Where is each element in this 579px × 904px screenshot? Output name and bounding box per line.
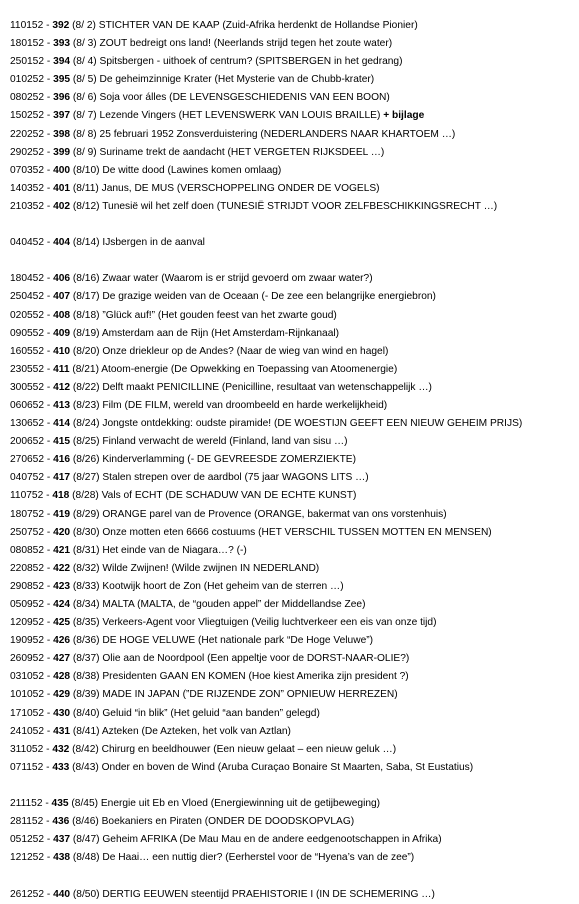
issue-date: 211152 <box>10 798 43 810</box>
issue-date: 040752 <box>10 472 44 484</box>
issue-date: 180452 <box>10 273 44 285</box>
issue-number: 400 <box>53 164 71 176</box>
issue-number: 415 <box>53 436 71 448</box>
issue-sequence: (8/21) <box>72 363 99 375</box>
issue-title: Jongste ontdekking: oudste piramide! (DE WOESTIJN GEEFT EEN NIEUW GEHEIM PRIJS) <box>102 418 523 430</box>
issue-number: 410 <box>53 345 71 357</box>
issue-title: Vals of ECHT (DE SCHADUW VAN DE ECHTE KUNST) <box>101 490 357 502</box>
issue-title: Boekaniers en Piraten (ONDER DE DOODSKOPVLAG) <box>101 816 355 828</box>
issue-title: ORANGE parel van de Provence (ORANGE, bakermat van ons vorstenhuis) <box>102 508 447 520</box>
list-item: 250452 - 407 (8/17) De grazige weiden van de Oceaan (- De zee een belangrijke energiebron) <box>10 291 436 303</box>
issue-date: 051252 <box>10 834 44 846</box>
issue-number: 398 <box>53 128 71 140</box>
list-item: 110752 - 418 (8/28) Vals of ECHT (DE SCHADUW VAN DE ECHTE KUNST) <box>10 490 357 502</box>
block-separator <box>10 777 575 795</box>
issue-sequence: (8/14) <box>72 237 100 249</box>
issue-number: 418 <box>52 490 70 502</box>
issue-sequence: (8/26) <box>72 454 100 466</box>
issue-title: Stalen strepen over de aardbol (75 jaar WAGONS LITS …) <box>102 472 369 484</box>
list-item: 040752 - 417 (8/27) Stalen strepen over de aardbol (75 jaar WAGONS LITS …) <box>10 472 369 484</box>
issue-title: ZOUT bedreigt ons land! (Neerlands strijd tegen het zoute water) <box>99 38 393 50</box>
issue-number: 417 <box>53 472 71 484</box>
issue-date: 281152 <box>10 816 44 828</box>
issue-sequence: (8/45) <box>71 798 99 810</box>
issue-number: 421 <box>53 544 71 556</box>
issue-title: Zwaar water (Waarom is er strijd gevoerd om zwaar water?) <box>102 273 373 285</box>
issue-title: De grazige weiden van de Oceaan (- De zee een belangrijke energiebron) <box>102 291 436 303</box>
list-item: 270652 - 416 (8/26) Kinderverlamming (- DE GEVREESDE ZOMERZIEKTE) <box>10 454 356 466</box>
issue-date: 250152 <box>10 56 44 68</box>
issue-sequence: (8/32) <box>72 562 100 574</box>
issue-title: Spitsbergen - uithoek of centrum? (SPITSBERGEN in het gedrang) <box>99 56 403 68</box>
issue-title: Atoom-energie (De Opwekking en Toepassing van Atoomenergie) <box>101 363 398 375</box>
issue-title: Verkeers-Agent voor Vliegtuigen (Veilig luchtverkeer een eis van onze tijd) <box>102 617 437 629</box>
issue-date: 200652 <box>10 436 44 448</box>
issue-date: 020552 <box>10 309 44 321</box>
issue-sequence: (8/31) <box>72 544 100 556</box>
issue-title: Wilde Zwijnen! (Wilde zwijnen IN NEDERLAND) <box>102 562 320 574</box>
issue-title: MALTA (MALTA, de “gouden appel” der Middellandse Zee) <box>102 599 366 610</box>
issue-title: Kinderverlamming (- DE GEVREESDE ZOMERZIEKTE) <box>102 454 356 466</box>
issue-date: 150252 <box>10 110 44 122</box>
issue-sequence: (8/38) <box>72 671 100 683</box>
issue-sequence: (8/11) <box>72 182 99 194</box>
issue-sequence: (8/29) <box>72 508 100 520</box>
issue-date: 050952 <box>10 599 44 610</box>
issue-number: 431 <box>53 725 71 737</box>
issue-sequence: (8/ 4) <box>72 56 97 68</box>
issue-number: 427 <box>53 653 71 665</box>
issue-title: IJsbergen in de aanval <box>102 237 205 249</box>
issue-sequence: (8/ 8) <box>72 128 97 140</box>
issue-date: 210352 <box>10 200 44 212</box>
list-item: 160552 - 410 (8/20) Onze driekleur op de Andes? (Naar de wieg van wind en hagel) <box>10 345 389 357</box>
issue-number: 413 <box>53 399 71 411</box>
issue-sequence: (8/39) <box>72 689 100 701</box>
list-item: 090552 - 409 (8/19) Amsterdam aan de Rijn (Het Amsterdam-Rijnkanaal) <box>10 327 340 339</box>
block-separator <box>10 216 575 234</box>
issue-title: Tunesië wil het zelf doen (TUNESIË STRIJDT VOOR ZELFBESCHIKKINGSRECHT …) <box>102 200 498 212</box>
issue-title: Kootwijk hoort de Zon (Het geheim van de sterren …) <box>102 580 344 592</box>
list-item: 180752 - 419 (8/29) ORANGE parel van de Provence (ORANGE, bakermat van ons vorstenhuis) <box>10 508 447 520</box>
list-item: 120952 - 425 (8/35) Verkeers-Agent voor Vliegtuigen (Veilig luchtverkeer een eis van onze tijd) <box>10 617 437 629</box>
issue-number: 432 <box>52 743 70 755</box>
issue-date: 110752 <box>10 490 44 502</box>
issue-number: 426 <box>53 635 71 647</box>
list-item: 180452 - 406 (8/16) Zwaar water (Waarom is er strijd gevoerd om zwaar water?) <box>10 273 373 285</box>
issue-sequence: (8/37) <box>72 653 100 665</box>
issue-title: MADE IN JAPAN (”DE RIJZENDE ZON” OPNIEUW HERREZEN) <box>102 689 398 701</box>
issue-title: Janus, DE MUS (VERSCHOPPELING ONDER DE VOGELS) <box>101 182 380 194</box>
issue-title: De witte dood (Lawines komen omlaag) <box>102 164 282 176</box>
issue-sequence: (8/43) <box>72 761 99 773</box>
issue-date: 290252 <box>10 146 44 158</box>
issue-title: Lezende Vingers (HET LEVENSWERK VAN LOUIS BRAILLE) <box>99 110 381 122</box>
issue-sequence: (8/42) <box>72 743 99 755</box>
issue-sequence: (8/10) <box>72 164 100 176</box>
list-item: 080852 - 421 (8/31) Het einde van de Niagara…? (-) <box>10 544 247 556</box>
issue-title: De Haai… een nuttig dier? (Eerherstel voor de “Hyena’s van de zee”) <box>102 852 415 864</box>
list-item: 210352 - 402 (8/12) Tunesië wil het zelf doen (TUNESIË STRIJDT VOOR ZELFBESCHIKKINGSRECHT …) <box>10 200 498 212</box>
issue-number: 430 <box>53 707 71 719</box>
issue-date: 121252 <box>10 852 44 864</box>
issue-date: 140352 <box>10 182 44 194</box>
issue-sequence: (8/20) <box>72 345 100 357</box>
issue-date: 241052 <box>10 725 44 737</box>
block-separator <box>10 867 575 885</box>
issue-number: 437 <box>53 834 71 846</box>
issue-number: 440 <box>53 888 71 900</box>
issue-number: 423 <box>53 580 71 592</box>
issue-sequence: (8/12) <box>72 200 100 212</box>
issue-date: 031052 <box>10 671 44 683</box>
issue-extra: + bijlage <box>383 110 425 122</box>
issue-number: 420 <box>53 526 71 538</box>
issue-title: Geheim AFRIKA (De Mau Mau en de andere eedgenootschappen in Afrika) <box>102 834 442 846</box>
issue-sequence: (8/17) <box>72 291 100 303</box>
issue-date: 230552 <box>10 363 44 375</box>
issue-date: 160552 <box>10 345 44 357</box>
list-item: 281152 - 436 (8/46) Boekaniers en Piraten (ONDER DE DOODSKOPVLAG) <box>10 816 355 828</box>
list-item: 121252 - 438 (8/48) De Haai… een nuttig dier? (Eerherstel voor de “Hyena’s van de zee”) <box>10 852 415 864</box>
issue-date: 130652 <box>10 418 44 430</box>
issue-sequence: (8/18) <box>72 309 100 321</box>
list-item: 050952 - 424 (8/34) MALTA (MALTA, de “gouden appel” der Middellandse Zee) <box>10 599 366 610</box>
list-item: 060652 - 413 (8/23) Film (DE FILM, wereld van droombeeld en harde werkelijkheid) <box>10 399 388 411</box>
issue-sequence: (8/22) <box>72 381 100 393</box>
issue-sequence: (8/46) <box>72 816 99 828</box>
issue-sequence: (8/ 7) <box>72 110 97 122</box>
issue-date: 080852 <box>10 544 44 556</box>
list-item: 300552 - 412 (8/22) Delft maakt PENICILLINE (Penicilline, resultaat van wetenschappelijk …) <box>10 381 432 393</box>
issue-date: 040452 <box>10 237 44 249</box>
issue-number: 412 <box>53 381 71 393</box>
issue-date: 290852 <box>10 580 44 592</box>
issue-number: 436 <box>52 816 70 828</box>
issue-number: 433 <box>52 761 70 773</box>
list-item: 211152 - 435 (8/45) Energie uit Eb en Vloed (Energiewinning uit de getijbeweging) <box>10 798 381 810</box>
issue-number: 416 <box>53 454 71 466</box>
issue-number: 407 <box>53 291 71 303</box>
issue-number: 414 <box>53 418 71 430</box>
list-item: 200652 - 415 (8/25) Finland verwacht de wereld (Finland, land van sisu …) <box>10 436 348 448</box>
issue-sequence: (8/24) <box>72 418 100 430</box>
issue-sequence: (8/25) <box>72 436 100 448</box>
list-item: 171052 - 430 (8/40) Geluid “in blik” (Het geluid “aan banden” gelegd) <box>10 707 320 719</box>
list-item: 180152 - 393 (8/ 3) ZOUT bedreigt ons land! (Neerlands strijd tegen het zoute water) <box>10 38 393 50</box>
list-item: 150252 - 397 (8/ 7) Lezende Vingers (HET LEVENSWERK VAN LOUIS BRAILLE) + bijlage <box>10 110 425 122</box>
issue-number: 411 <box>53 363 70 375</box>
issue-title: Chirurg en beeldhouwer (Een nieuw gelaat – een nieuw geluk …) <box>101 743 397 755</box>
issue-date: 101052 <box>10 689 44 701</box>
issue-date: 180752 <box>10 508 44 520</box>
issue-list <box>10 17 575 904</box>
list-item: 070352 - 400 (8/10) De witte dood (Lawines komen omlaag) <box>10 164 282 176</box>
issue-date: 250752 <box>10 526 44 538</box>
issue-sequence: (8/41) <box>72 725 100 737</box>
issue-sequence: (8/35) <box>72 617 100 629</box>
issue-date: 070352 <box>10 164 44 176</box>
issue-number: 409 <box>53 327 71 339</box>
list-item: 051252 - 437 (8/47) Geheim AFRIKA (De Mau Mau en de andere eedgenootschappen in Afrika) <box>10 834 442 846</box>
issue-title: Suriname trekt de aandacht (HET VERGETEN RIJKSDEEL …) <box>99 146 385 158</box>
issue-number: 438 <box>53 852 71 864</box>
issue-sequence: (8/50) <box>72 888 100 900</box>
issue-sequence: (8/47) <box>72 834 100 846</box>
issue-date: 220852 <box>10 562 44 574</box>
list-item: 241052 - 431 (8/41) Azteken (De Azteken, het volk van Aztlan) <box>10 725 291 737</box>
issue-number: 397 <box>53 110 71 122</box>
issue-sequence: (8/34) <box>72 599 100 610</box>
issue-date: 080252 <box>10 92 44 104</box>
issue-title: Onze driekleur op de Andes? (Naar de wieg van wind en hagel) <box>102 345 389 357</box>
issue-date: 090552 <box>10 327 44 339</box>
issue-title: DE HOGE VELUWE (Het nationale park “De Hoge Veluwe”) <box>102 635 374 647</box>
list-item: 260952 - 427 (8/37) Olie aan de Noordpool (Een appeltje voor de DORST-NAAR-OLIE?) <box>10 653 410 665</box>
issue-title: Onder en boven de Wind (Aruba Curaçao Bonaire St Maarten, Saba, St Eustatius) <box>101 761 474 773</box>
list-item: 020552 - 408 (8/18) ”Glück auf!” (Het gouden feest van het zwarte goud) <box>10 309 337 321</box>
list-item: 110152 - 392 (8/ 2) STICHTER VAN DE KAAP (Zuid-Afrika herdenkt de Hollandse Pionier) <box>10 20 418 31</box>
issue-title: Delft maakt PENICILLINE (Penicilline, resultaat van wetenschappelijk …) <box>102 381 432 393</box>
issue-number: 406 <box>53 273 71 285</box>
issue-sequence: (8/40) <box>72 707 100 719</box>
issue-number: 401 <box>53 182 71 194</box>
list-item: 190952 - 426 (8/36) DE HOGE VELUWE (Het nationale park “De Hoge Veluwe”) <box>10 635 374 647</box>
list-item: 101052 - 429 (8/39) MADE IN JAPAN (”DE RIJZENDE ZON” OPNIEUW HERREZEN) <box>10 689 398 701</box>
issue-sequence: (8/16) <box>72 273 100 285</box>
issue-title: Onze motten eten 6666 costuums (HET VERSCHIL TUSSEN MOTTEN EN MENSEN) <box>102 526 492 538</box>
issue-sequence: (8/33) <box>72 580 100 592</box>
issue-title: Olie aan de Noordpool (Een appeltje voor de DORST-NAAR-OLIE?) <box>102 653 410 665</box>
issue-title: De geheimzinnige Krater (Het Mysterie van de Chubb-krater) <box>99 74 375 86</box>
block-separator <box>10 252 575 270</box>
issue-title: ”Glück auf!” (Het gouden feest van het zwarte goud) <box>102 309 337 321</box>
issue-number: 402 <box>53 200 71 212</box>
issue-number: 419 <box>53 508 71 520</box>
issue-date: 171052 <box>10 707 44 719</box>
issue-title: STICHTER VAN DE KAAP (Zuid-Afrika herdenkt de Hollandse Pionier) <box>98 20 418 31</box>
list-item: 250152 - 394 (8/ 4) Spitsbergen - uithoek of centrum? (SPITSBERGEN in het gedrang) <box>10 56 403 68</box>
issue-date: 270652 <box>10 454 44 466</box>
list-item: 290252 - 399 (8/ 9) Suriname trekt de aandacht (HET VERGETEN RIJKSDEEL …) <box>10 146 385 158</box>
issue-number: 392 <box>52 20 70 31</box>
issue-number: 424 <box>53 599 71 610</box>
issue-title: 25 februari 1952 Zonsverduistering (NEDERLANDERS NAAR KHARTOEM …) <box>99 128 456 140</box>
list-item: 250752 - 420 (8/30) Onze motten eten 6666 costuums (HET VERSCHIL TUSSEN MOTTEN EN MENSEN) <box>10 526 492 538</box>
issue-date: 250452 <box>10 291 44 303</box>
issue-date: 261252 <box>10 888 44 900</box>
issue-title: Geluid “in blik” (Het geluid “aan banden” gelegd) <box>102 707 320 719</box>
list-item: 230552 - 411 (8/21) Atoom-energie (De Opwekking en Toepassing van Atoomenergie) <box>10 363 398 375</box>
issue-date: 071152 <box>10 761 44 773</box>
list-item: 040452 - 404 (8/14) IJsbergen in de aanval <box>10 237 205 249</box>
list-item: 311052 - 432 (8/42) Chirurg en beeldhouwer (Een nieuw gelaat – een nieuw geluk …) <box>10 743 397 755</box>
issue-number: 394 <box>53 56 71 68</box>
issue-date: 180152 <box>10 38 44 50</box>
issue-date: 120952 <box>10 617 44 629</box>
list-item: 010252 - 395 (8/ 5) De geheimzinnige Krater (Het Mysterie van de Chubb-krater) <box>10 74 375 86</box>
issue-title: Presidenten GAAN EN KOMEN (Hoe kiest Amerika zijn president ?) <box>102 671 409 683</box>
list-item: 290852 - 423 (8/33) Kootwijk hoort de Zon (Het geheim van de sterren …) <box>10 580 344 592</box>
issue-number: 425 <box>53 617 71 629</box>
issue-date: 060652 <box>10 399 44 411</box>
issue-sequence: (8/30) <box>72 526 100 538</box>
issue-number: 429 <box>53 689 71 701</box>
issue-sequence: (8/ 9) <box>72 146 97 158</box>
issue-number: 393 <box>53 38 71 50</box>
issue-sequence: (8/28) <box>72 490 99 502</box>
issue-title: Soja voor álles (DE LEVENSGESCHIEDENIS VAN EEN BOON) <box>99 92 390 104</box>
issue-title: DERTIG EEUWEN steentijd PRAEHISTORIE I (IN DE SCHEMERING …) <box>102 888 435 900</box>
list-item: 261252 - 440 (8/50) DERTIG EEUWEN steentijd PRAEHISTORIE I (IN DE SCHEMERING …) <box>10 888 435 900</box>
list-item: 130652 - 414 (8/24) Jongste ontdekking: oudste piramide! (DE WOESTIJN GEEFT EEN NIEUW GEHEIM PRIJS) <box>10 418 523 430</box>
issue-date: 010252 <box>10 74 44 86</box>
issue-date: 190952 <box>10 635 44 647</box>
issue-title: Het einde van de Niagara…? (-) <box>102 544 247 556</box>
issue-date: 220252 <box>10 128 44 140</box>
issue-sequence: (8/27) <box>72 472 100 484</box>
issue-title: Film (DE FILM, wereld van droombeeld en harde werkelijkheid) <box>102 399 388 411</box>
list-item: 031052 - 428 (8/38) Presidenten GAAN EN KOMEN (Hoe kiest Amerika zijn president ?) <box>10 671 409 683</box>
issue-sequence: (8/ 5) <box>72 74 97 86</box>
issue-date: 300552 <box>10 381 44 393</box>
issue-title: Amsterdam aan de Rijn (Het Amsterdam-Rijnkanaal) <box>101 327 340 339</box>
issue-date: 110152 <box>10 20 44 31</box>
issue-sequence: (8/36) <box>72 635 100 647</box>
issue-title: Energie uit Eb en Vloed (Energiewinning uit de getijbeweging) <box>100 798 381 810</box>
issue-number: 395 <box>53 74 71 86</box>
list-item: 140352 - 401 (8/11) Janus, DE MUS (VERSCHOPPELING ONDER DE VOGELS) <box>10 182 380 194</box>
issue-sequence: (8/19) <box>72 327 100 339</box>
issue-sequence: (8/ 6) <box>72 92 97 104</box>
issue-number: 435 <box>51 798 69 810</box>
issue-date: 260952 <box>10 653 44 665</box>
issue-title: Azteken (De Azteken, het volk van Aztlan) <box>101 725 291 737</box>
list-item: 220252 - 398 (8/ 8) 25 februari 1952 Zonsverduistering (NEDERLANDERS NAAR KHARTOEM …) <box>10 128 456 140</box>
list-item: 220852 - 422 (8/32) Wilde Zwijnen! (Wilde zwijnen IN NEDERLAND) <box>10 562 320 574</box>
issue-number: 404 <box>53 237 71 249</box>
issue-title: Finland verwacht de wereld (Finland, land van sisu …) <box>102 436 348 448</box>
issue-sequence: (8/ 2) <box>72 20 96 31</box>
issue-number: 396 <box>53 92 71 104</box>
issue-sequence: (8/48) <box>72 852 100 864</box>
issue-date: 311052 <box>10 743 44 755</box>
list-item: 071152 - 433 (8/43) Onder en boven de Wind (Aruba Curaçao Bonaire St Maarten, Saba, St Eustatius) <box>10 761 474 773</box>
issue-number: 422 <box>53 562 71 574</box>
issue-sequence: (8/23) <box>72 399 100 411</box>
issue-number: 408 <box>53 309 71 321</box>
list-item: 080252 - 396 (8/ 6) Soja voor álles (DE LEVENSGESCHIEDENIS VAN EEN BOON) <box>10 92 390 104</box>
issue-sequence: (8/ 3) <box>72 38 97 50</box>
issue-number: 428 <box>53 671 71 683</box>
issue-number: 399 <box>53 146 71 158</box>
